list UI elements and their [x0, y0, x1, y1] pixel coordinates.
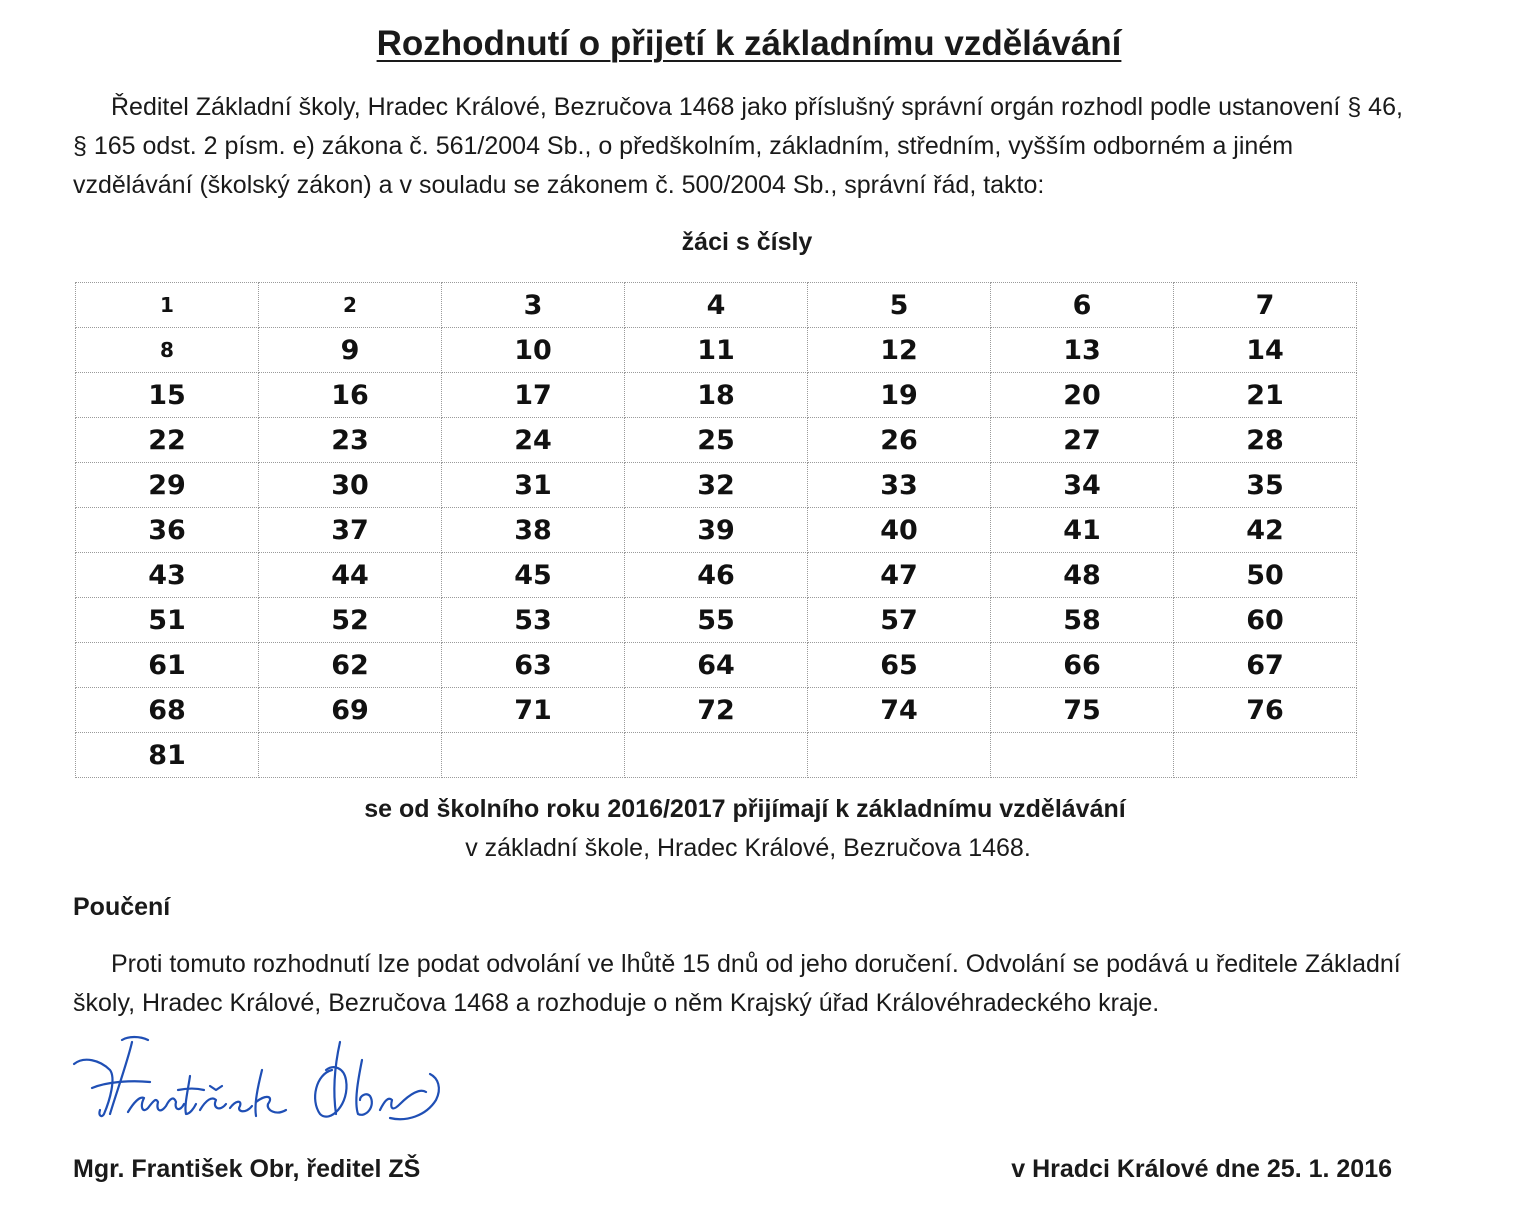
pupil-number-cell: 1 — [76, 283, 259, 328]
pupil-number-cell: 30 — [259, 463, 442, 508]
pupil-number-cell — [625, 733, 808, 778]
pupil-number-cell: 38 — [442, 508, 625, 553]
instruction-paragraph: Proti tomuto rozhodnutí lze podat odvolání ve lhůtě 15 dnů od jeho doručení. Odvolání se podává u ředitele Základní školy, Hradec Králové, Bezručova 1468 a rozhoduje o něm Krajský úřad Královéhradeckého kraje. — [73, 950, 1401, 1017]
pupil-number-cell: 5 — [808, 283, 991, 328]
intro-paragraph: Ředitel Základní školy, Hradec Králové, Bezručova 1468 jako příslušný správní orgán rozhodl podle ustanovení § 46, § 165 odst. 2 písm. e) zákona č. 561/2004 Sb., o předškolním, základním, středním, vyšším odborném a jiném vzdělávání (školský zákon) a v souladu se zákonem č. 500/2004 Sb., správní řád, takto: — [73, 93, 1403, 199]
table-row — [76, 733, 1357, 778]
pupil-number-cell: 69 — [259, 688, 442, 733]
pupil-number-cell — [808, 733, 991, 778]
pupil-number-cell: 40 — [808, 508, 991, 553]
pupil-number-cell: 57 — [808, 598, 991, 643]
pupil-number-cell: 32 — [625, 463, 808, 508]
table-row — [76, 418, 1357, 463]
pupil-number-cell: 18 — [625, 373, 808, 418]
pupil-number-cell: 16 — [259, 373, 442, 418]
pupil-number-cell: 9 — [259, 328, 442, 373]
pupil-number-table — [75, 282, 1357, 778]
pupil-number-cell: 35 — [1174, 463, 1357, 508]
pupil-number-cell: 31 — [442, 463, 625, 508]
pupil-number-cell: 62 — [259, 643, 442, 688]
pupil-number-cell: 55 — [625, 598, 808, 643]
pupil-number-cell: 48 — [991, 553, 1174, 598]
pupil-number-cell: 10 — [442, 328, 625, 373]
pupil-number-cell: 12 — [808, 328, 991, 373]
pupil-number-cell: 43 — [76, 553, 259, 598]
pupil-number-cell: 28 — [1174, 418, 1357, 463]
pupil-number-cell: 19 — [808, 373, 991, 418]
pupil-number-cell: 74 — [808, 688, 991, 733]
table-row — [76, 283, 1357, 328]
pupil-number-cell: 68 — [76, 688, 259, 733]
pupil-number-cell: 51 — [76, 598, 259, 643]
table-row — [76, 598, 1357, 643]
instruction-heading: Poučení — [73, 893, 171, 921]
pupil-number-cell: 66 — [991, 643, 1174, 688]
table-row — [76, 328, 1357, 373]
pupils-heading: žáci s čísly — [681, 228, 813, 256]
pupil-number-cell: 27 — [991, 418, 1174, 463]
pupil-number-cell: 37 — [259, 508, 442, 553]
table-row — [76, 373, 1357, 418]
pupil-number-cell: 53 — [442, 598, 625, 643]
pupil-number-cell: 7 — [1174, 283, 1357, 328]
pupil-number-cell: 60 — [1174, 598, 1357, 643]
table-row — [76, 463, 1357, 508]
pupil-number-cell: 44 — [259, 553, 442, 598]
pupil-number-cell: 45 — [442, 553, 625, 598]
pupil-number-cell: 64 — [625, 643, 808, 688]
pupil-number-cell — [442, 733, 625, 778]
table-row — [76, 688, 1357, 733]
pupil-number-cell: 81 — [76, 733, 259, 778]
document-title: Rozhodnutí o přijetí k základnímu vzdělávání — [376, 24, 1122, 63]
pupil-number-cell: 75 — [991, 688, 1174, 733]
pupil-number-cell: 2 — [259, 283, 442, 328]
pupil-number-cell: 36 — [76, 508, 259, 553]
pupil-number-cell — [991, 733, 1174, 778]
pupil-number-cell: 20 — [991, 373, 1174, 418]
pupil-number-cell: 71 — [442, 688, 625, 733]
pupil-number-cell: 72 — [625, 688, 808, 733]
place-and-date: v Hradci Králové dne 25. 1. 2016 — [1011, 1155, 1392, 1183]
pupil-number-cell: 3 — [442, 283, 625, 328]
pupil-number-cell: 22 — [76, 418, 259, 463]
pupil-number-cell — [259, 733, 442, 778]
pupil-number-cell: 67 — [1174, 643, 1357, 688]
table-row — [76, 553, 1357, 598]
pupil-number-cell: 6 — [991, 283, 1174, 328]
pupil-number-cell: 34 — [991, 463, 1174, 508]
pupil-number-cell: 50 — [1174, 553, 1357, 598]
pupil-number-cell: 13 — [991, 328, 1174, 373]
pupil-number-cell: 52 — [259, 598, 442, 643]
pupil-number-cell: 76 — [1174, 688, 1357, 733]
pupil-number-cell: 17 — [442, 373, 625, 418]
pupil-number-cell: 23 — [259, 418, 442, 463]
pupil-number-cell: 25 — [625, 418, 808, 463]
pupil-number-cell: 47 — [808, 553, 991, 598]
school-name-line: v základní škole, Hradec Králové, Bezručova 1468. — [465, 834, 1031, 862]
pupil-number-cell: 8 — [76, 328, 259, 373]
pupil-number-cell: 4 — [625, 283, 808, 328]
pupil-number-cell — [1174, 733, 1357, 778]
decision-statement: se od školního roku 2016/2017 přijímají k základnímu vzdělávání — [364, 795, 1126, 823]
pupil-number-cell: 11 — [625, 328, 808, 373]
pupil-number-cell: 63 — [442, 643, 625, 688]
pupil-number-cell: 26 — [808, 418, 991, 463]
pupil-number-cell: 46 — [625, 553, 808, 598]
pupil-number-cell: 41 — [991, 508, 1174, 553]
pupil-number-cell: 65 — [808, 643, 991, 688]
pupil-number-cell: 33 — [808, 463, 991, 508]
pupil-number-cell: 42 — [1174, 508, 1357, 553]
pupil-number-cell: 39 — [625, 508, 808, 553]
pupil-number-cell: 58 — [991, 598, 1174, 643]
table-row — [76, 508, 1357, 553]
signer-name: Mgr. František Obr, ředitel ZŠ — [73, 1155, 421, 1183]
handwritten-signature — [70, 1030, 450, 1130]
table-row — [76, 643, 1357, 688]
pupil-number-cell: 15 — [76, 373, 259, 418]
pupil-number-cell: 21 — [1174, 373, 1357, 418]
pupil-number-cell: 29 — [76, 463, 259, 508]
pupil-number-cell: 14 — [1174, 328, 1357, 373]
pupil-number-cell: 24 — [442, 418, 625, 463]
pupil-number-cell: 61 — [76, 643, 259, 688]
